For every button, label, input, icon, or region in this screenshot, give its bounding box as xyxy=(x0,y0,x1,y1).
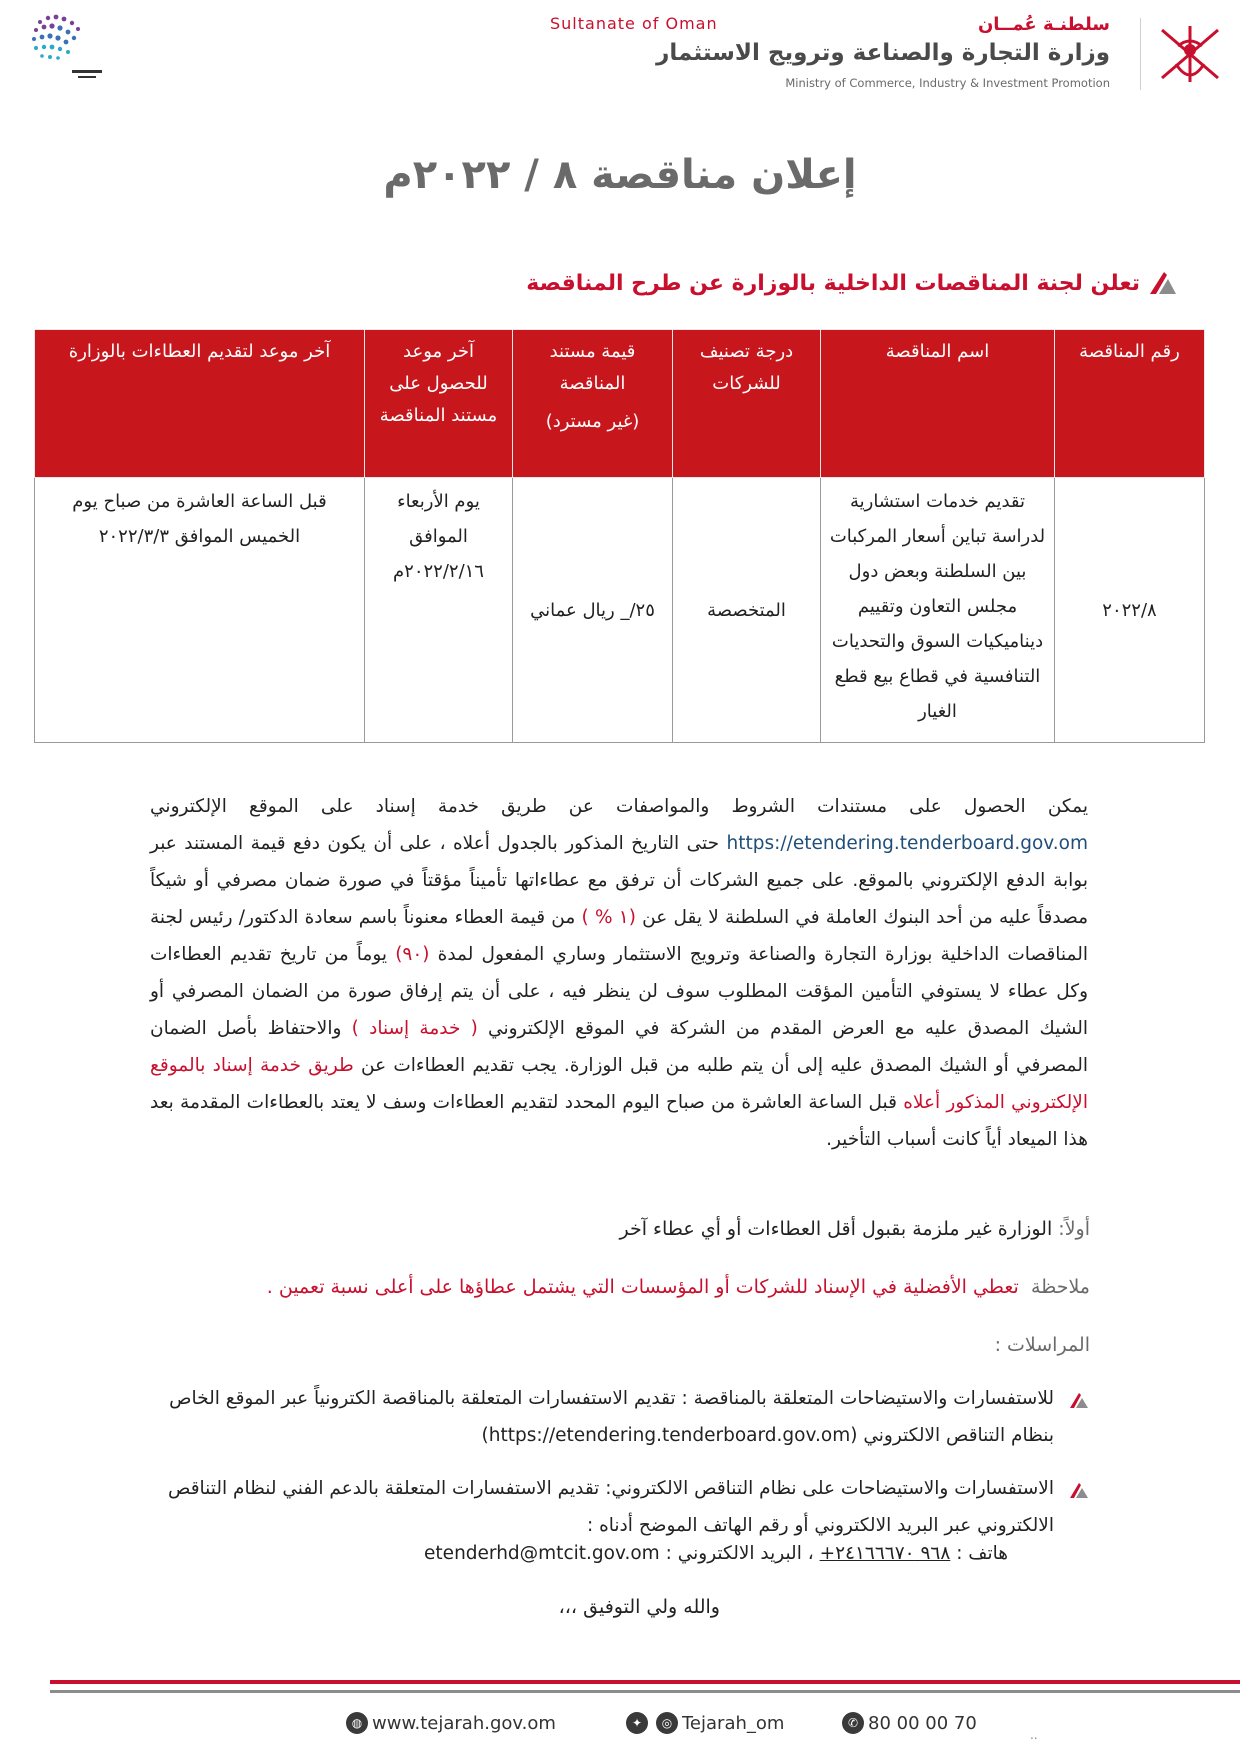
first-point-text: الوزارة غير ملزمة بقبول أقل العطاءات أو أي عطاء آخر xyxy=(619,1218,1053,1240)
country-name-en: Sultanate of Oman xyxy=(550,14,718,33)
isnad-service: ( خدمة إسناد ) xyxy=(351,1018,478,1039)
bullet-arrow-icon xyxy=(1068,1480,1090,1500)
section-heading-text: تعلن لجنة المناقصات الداخلية بالوزارة عن طرح المناقصة xyxy=(526,270,1140,296)
correspondence-item-2 xyxy=(142,1470,1090,1544)
para-part-3: من قيمة العطاء معنوناً باسم سعادة الدكتور/ رئيس لجنة المناقصات الداخلية بوزارة التجارة والصناعة وترويج الاستثمار وساري المفعول لمدة xyxy=(150,907,1088,965)
note-text: تعطي الأفضلية في الإسناد للشركات أو المؤسسات التي يشتمل عطاؤها على أعلى نسبة تعمين . xyxy=(266,1276,1019,1298)
correspondence-item-1-text: للاستفسارات والاستيضاحات المتعلقة بالمناقصة : تقديم الاستفسارات المتعلقة بالمناقصة الكترونياً عبر الموقع الخاص بنظام التناقص الالكتروني (https://etendering.tenderboard.gov.om) xyxy=(169,1388,1054,1446)
footer-dots: .. xyxy=(1030,1728,1038,1742)
correspondence-item-1 xyxy=(142,1380,1090,1454)
footer-social[interactable] xyxy=(622,1712,784,1734)
footer-social-text: Tejarah_om xyxy=(682,1712,785,1734)
country-name-ar: سلطنـة عُمــان xyxy=(977,14,1110,35)
note-label: ملاحظة xyxy=(1030,1276,1090,1298)
first-point-label: أولاً: xyxy=(1058,1218,1090,1240)
correspondence-heading: المراسلات : xyxy=(994,1334,1090,1356)
col-header-doc-value-sub: (غير مسترد) xyxy=(545,411,640,432)
footer-phone-text: 80 00 00 70 xyxy=(868,1712,977,1734)
para-part-4: يوماً من تاريخ تقديم العطاءات وكل عطاء لا يستوفي التأمين المؤقت المطلوب سوف لن ينظر فيه ، على أن يتم إرفاق صورة من الضمان المصرفي أو الشيك المصدق عليه مع العرض المقدم من الشركة في الموقع الإلكتروني xyxy=(150,944,1088,1039)
cell-tender-name: تقديم خدمات استشارية لدراسة تباين أسعار المركبات بين السلطنة وبعض دول مجلس التعاون وتقييم ديناميكيات السوق والتحديات التنافسية في قطاع بيع قطع الغيار xyxy=(821,478,1055,743)
footer-grey-rule xyxy=(50,1690,1240,1693)
tender-table xyxy=(34,329,1205,743)
footer-red-rule xyxy=(50,1680,1240,1684)
instagram-icon: ◎ xyxy=(656,1712,678,1734)
col-header-tender-name: اسم المناقصة xyxy=(821,330,1055,478)
col-header-classification: درجة تصنيف للشركات xyxy=(673,330,821,478)
table-row xyxy=(35,478,1205,743)
guarantee-percent: (١ % ) xyxy=(581,907,636,928)
header-divider xyxy=(1140,18,1141,90)
twitter-icon: ✦ xyxy=(626,1712,648,1734)
section-heading xyxy=(526,268,1178,298)
submission-method: طريق خدمة إسناد بالموقع الإلكتروني المذكور أعلاه xyxy=(150,1055,1088,1113)
col-header-doc-value: قيمة مستند المناقصة (غير مسترد) xyxy=(513,330,673,478)
email-label: ، البريد الالكتروني : xyxy=(665,1543,814,1564)
para-part-1: يمكن الحصول على مستندات الشروط والمواصفات عن طريق خدمة إسناد على الموقع الإلكتروني xyxy=(150,796,1088,817)
vision-logo-icon xyxy=(22,8,106,88)
footer-website-text: www.tejarah.gov.om xyxy=(372,1712,556,1734)
cell-doc-deadline: يوم الأربعاء الموافق ٢٠٢٢/٢/١٦م xyxy=(365,478,513,743)
para-part-2: حتى التاريخ المذكور بالجدول أعلاه ، على أن يكون دفع قيمة المستند عبر بوابة الدفع الإلكتروني بالموقع. على جميع الشركات أن ترفق مع عطاءاتها تأميناً مؤقتاً في صورة ضمان مصرفي أو شيكاً مصدقاً عليه من أحد البنوك العاملة في السلطنة لا يقل عن xyxy=(150,833,1089,928)
page-title: إعلان مناقصة ٨ / ٢٠٢٢م xyxy=(383,152,857,198)
phone-label: هاتف : xyxy=(956,1543,1008,1564)
validity-days: (٩٠) xyxy=(395,944,430,965)
col-header-submission-deadline: آخر موعد لتقديم العطاءات بالوزارة xyxy=(35,330,365,478)
arrow-decor-icon xyxy=(1148,268,1178,298)
footer-website[interactable] xyxy=(342,1712,556,1734)
col-header-doc-deadline: آخر موعد للحصول على مستند المناقصة xyxy=(365,330,513,478)
cell-submission-deadline: قبل الساعة العاشرة من صباح يوم الخميس الموافق ٢٠٢٢/٣/٣ xyxy=(35,478,365,743)
globe-icon: ◍ xyxy=(346,1712,368,1734)
footer xyxy=(0,1704,1240,1744)
cell-classification: المتخصصة xyxy=(673,478,821,743)
support-phone[interactable]: +٩٦٨ ٢٤١٦٦٦٧٠ xyxy=(819,1543,951,1564)
ministry-name-ar: وزارة التجارة والصناعة وترويج الاستثمار xyxy=(656,40,1110,66)
footer-phone[interactable] xyxy=(838,1712,977,1734)
ministry-header xyxy=(550,14,1110,98)
correspondence-item-2-text: الاستفسارات والاستيضاحات على نظام التناقص الالكتروني: تقديم الاستفسارات المتعلقة بالدعم الفني لنظام التناقص الالكتروني عبر البريد الالكتروني أو رقم الهاتف الموضح أدناه : xyxy=(168,1478,1054,1536)
para-part-5: والاحتفاظ بأصل الضمان المصرفي أو الشيك المصدق عليه إلى أن يتم طلبه من قبل الوزارة. يجب تقديم العطاءات عن xyxy=(150,1018,1089,1076)
contact-line xyxy=(424,1543,1008,1564)
first-point xyxy=(619,1218,1090,1240)
bullet-arrow-icon xyxy=(1068,1390,1090,1410)
para-part-6: قبل الساعة العاشرة من صباح اليوم المحدد لتقديم العطاءات وسف لا يعتد بالعطاءات المقدمة بعد هذا الميعاد أياً كانت أسباب التأخير. xyxy=(150,1092,1088,1150)
phone-icon: ✆ xyxy=(842,1712,864,1734)
note xyxy=(267,1276,1090,1298)
ministry-name-en: Ministry of Commerce, Industry & Investment Promotion xyxy=(785,76,1110,90)
col-header-tender-number: رقم المناقصة xyxy=(1055,330,1205,478)
main-paragraph xyxy=(150,788,1088,1158)
table-header-row xyxy=(35,330,1205,478)
support-email[interactable]: etenderhd@mtcit.gov.om xyxy=(424,1543,660,1564)
tender-portal-link[interactable]: https://etendering.tenderboard.gov.om xyxy=(726,833,1088,854)
closing-line: والله ولي التوفيق ،،، xyxy=(558,1596,720,1618)
cell-tender-number: ٢٠٢٢/٨ xyxy=(1055,478,1205,743)
cell-doc-value: ٢٥/_ ريال عماني xyxy=(513,478,673,743)
national-emblem-icon xyxy=(1152,16,1228,92)
